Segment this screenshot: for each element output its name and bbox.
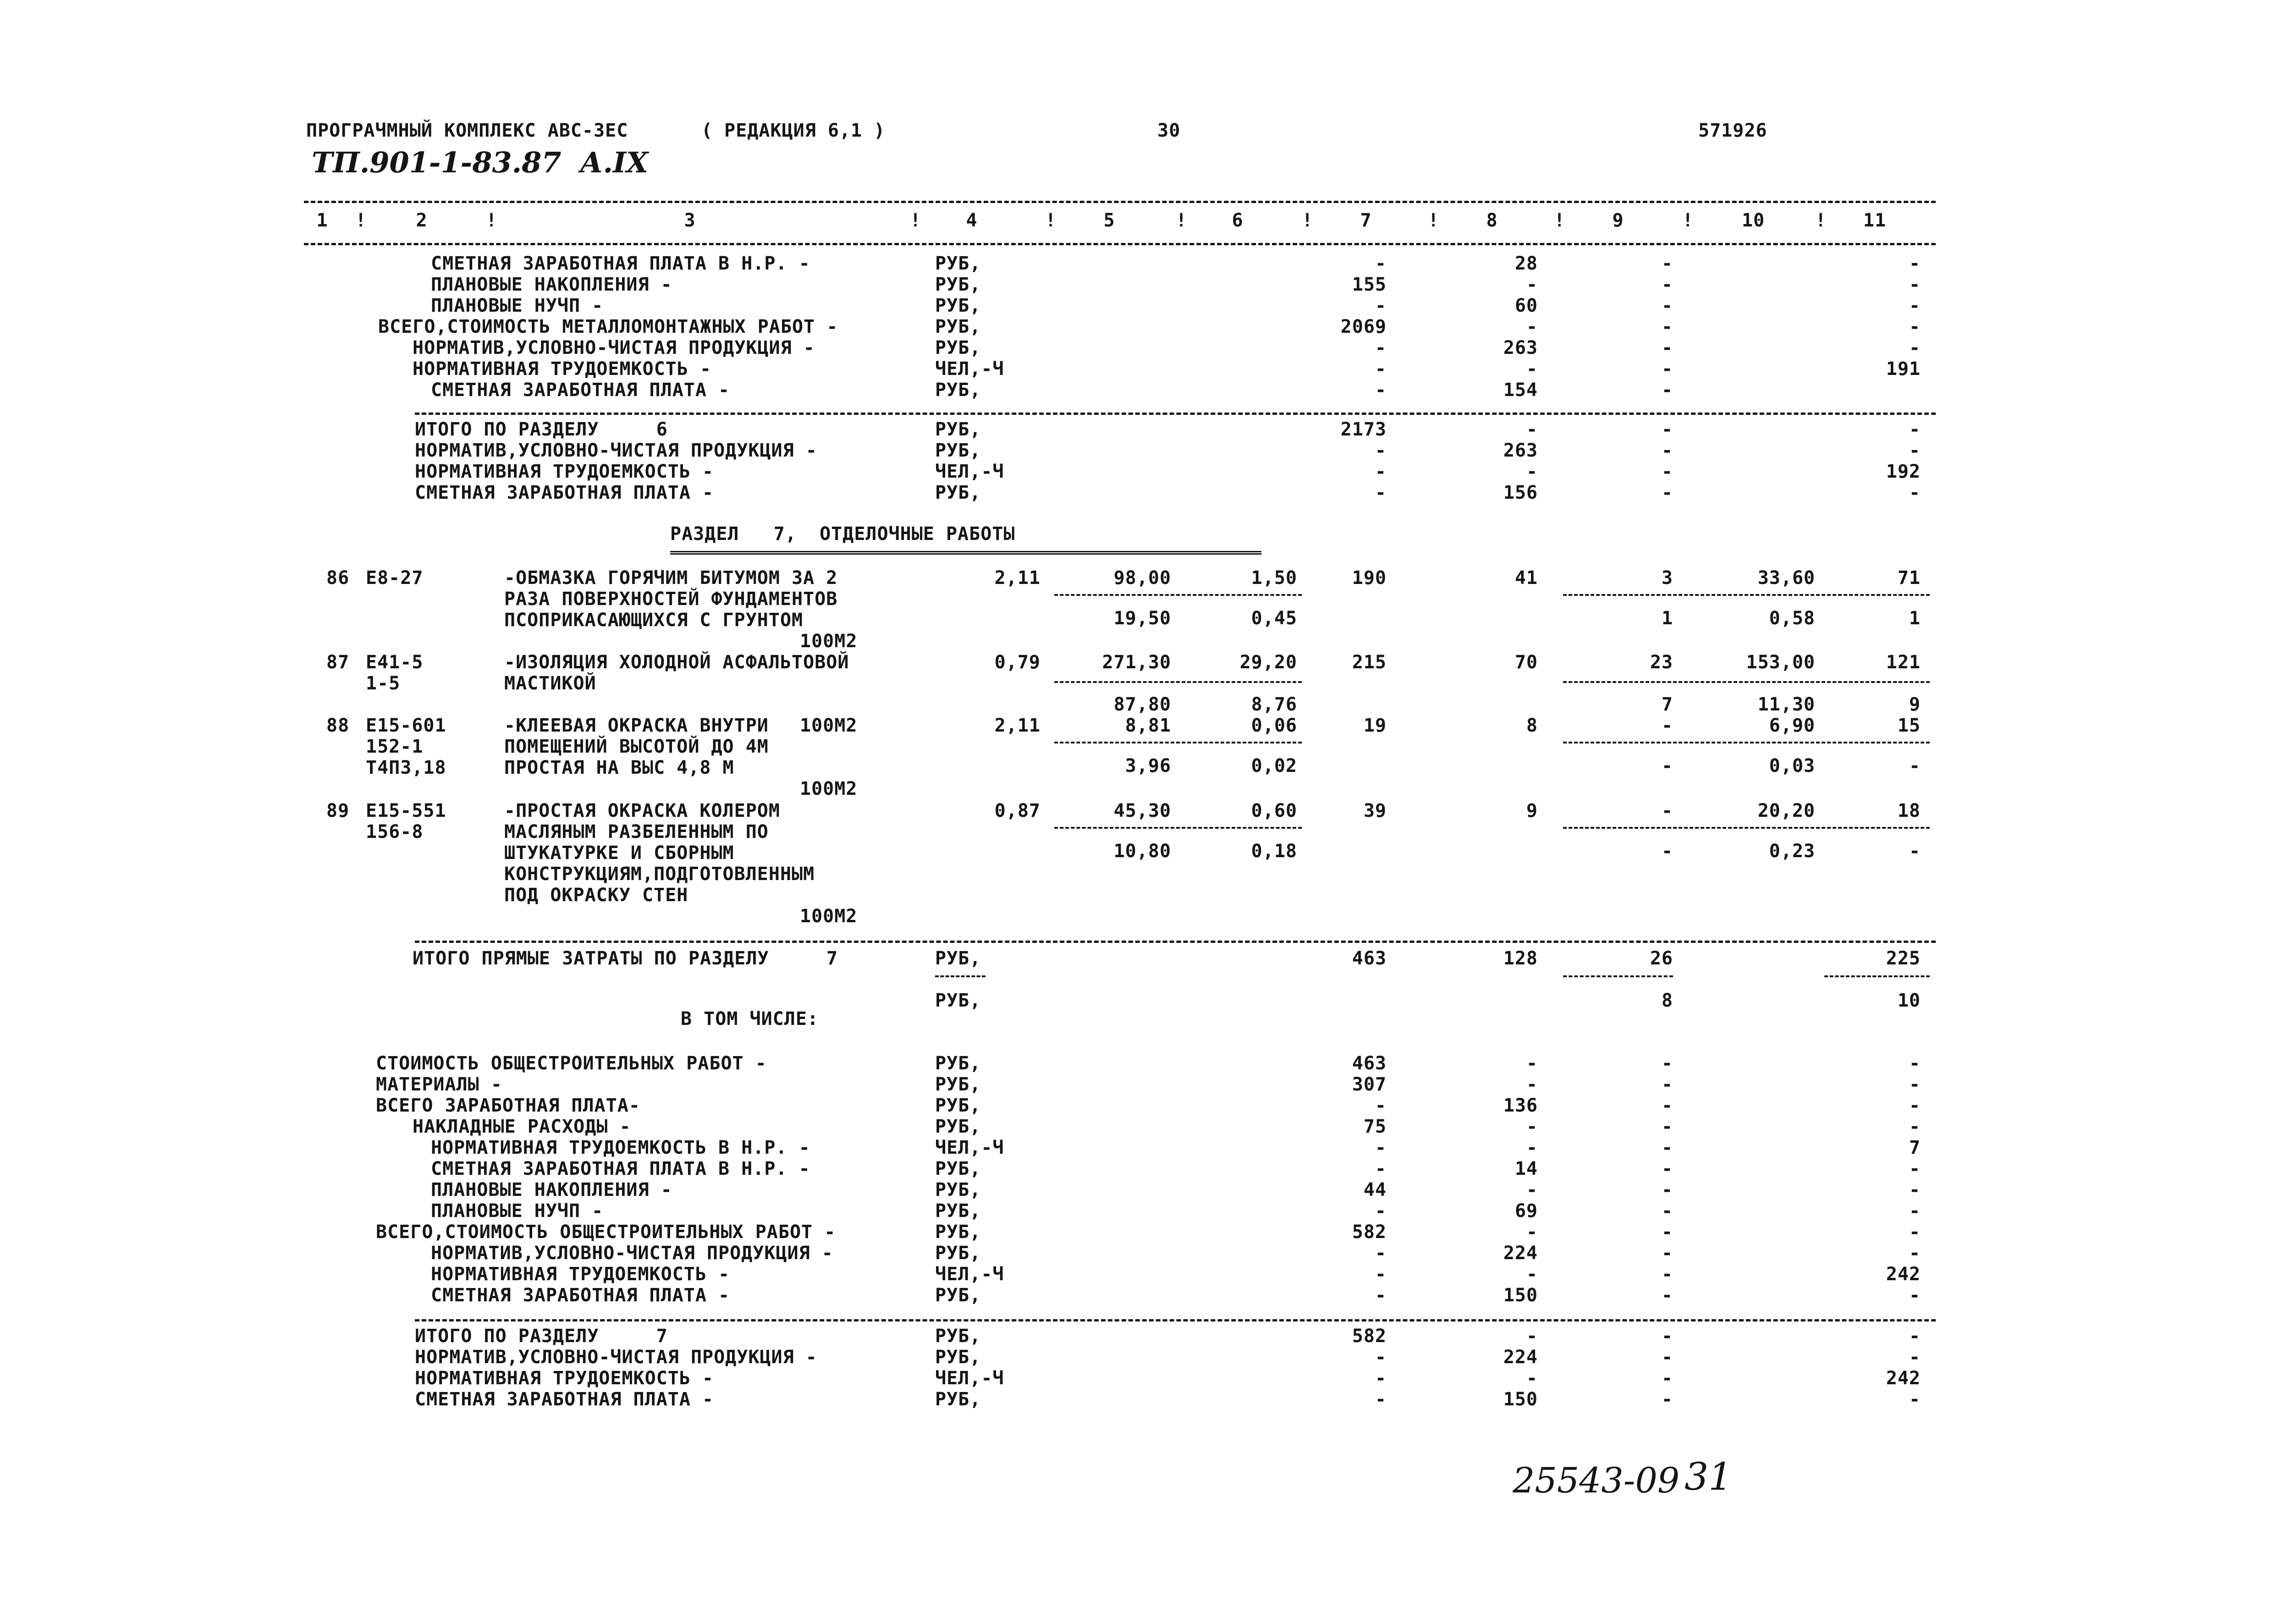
column-header-9: 9 <box>1612 210 1624 231</box>
summary-col8: - <box>1526 1074 1538 1095</box>
summary-col9: - <box>1661 1158 1673 1179</box>
item-col7: 19 <box>1363 715 1387 736</box>
summary-label: ПЛАНОВЫЕ НУЧП - <box>431 1200 604 1222</box>
summary-col11: - <box>1909 1200 1921 1222</box>
summary-col7: - <box>1375 337 1387 358</box>
direct-costs-col7: 463 <box>1352 948 1387 969</box>
summary-col8: 150 <box>1503 1285 1538 1306</box>
summary-col11: - <box>1909 316 1921 337</box>
item-code: Е41-5 <box>366 652 424 673</box>
summary-col8: - <box>1526 316 1538 337</box>
item-col11-total: 18 <box>1897 800 1921 821</box>
summary-unit: РУБ, <box>935 482 981 503</box>
project-number: ТП.901-1-83.87 <box>312 146 562 179</box>
summary-label: ВСЕГО,СТОИМОСТЬ МЕТАЛЛОМОНТАЖНЫХ РАБОТ - <box>378 316 838 337</box>
summary-unit: РУБ, <box>935 1347 981 1368</box>
summary-unit: ЧЕЛ,-Ч <box>935 1137 1004 1158</box>
summary-col7: - <box>1375 1347 1387 1368</box>
column-separator: ! <box>1302 210 1314 231</box>
summary-col8: 263 <box>1503 337 1538 358</box>
summary-unit: РУБ, <box>935 1116 981 1137</box>
item-col10-total: 153,00 <box>1746 652 1815 673</box>
summary-col8: - <box>1526 1116 1538 1137</box>
summary-label: ВСЕГО,СТОИМОСТЬ ОБЩЕСТРОИТЕЛЬНЫХ РАБОТ - <box>376 1222 836 1243</box>
summary-col9: - <box>1661 1137 1673 1158</box>
summary-label: ПЛАНОВЫЕ НАКОПЛЕНИЯ - <box>431 1179 672 1200</box>
summary-col11: - <box>1909 1179 1921 1200</box>
summary-col11: 242 <box>1886 1264 1921 1285</box>
item-code: Е8-27 <box>366 567 424 589</box>
item-col5-wages: 10,80 <box>1113 841 1171 862</box>
summary-unit: ЧЕЛ,-Ч <box>935 358 1004 380</box>
summary-col9: - <box>1661 1179 1673 1200</box>
summary-col7: - <box>1375 253 1387 274</box>
summary-unit: РУБ, <box>935 1243 981 1264</box>
summary-label: ПЛАНОВЫЕ НАКОПЛЕНИЯ - <box>431 274 672 295</box>
summary-col11: - <box>1909 419 1921 440</box>
item-col7: 190 <box>1352 567 1387 589</box>
summary-label: СМЕТНАЯ ЗАРАБОТНАЯ ПЛАТА В Н.Р. - <box>431 1158 810 1179</box>
item-subtotal-rule <box>1054 827 1302 829</box>
item-col5-total: 271,30 <box>1102 652 1171 673</box>
summary-col9: - <box>1661 380 1673 401</box>
item-number: 88 <box>326 715 350 736</box>
item-col5-total: 98,00 <box>1113 567 1171 589</box>
summary-label: ВСЕГО ЗАРАБОТНАЯ ПЛАТА- <box>376 1095 640 1116</box>
summary-unit: РУБ, <box>935 1200 981 1222</box>
item-description: -ИЗОЛЯЦИЯ ХОЛОДНОЙ АСФАЛЬТОВОЙ <box>504 652 849 673</box>
column-header-8: 8 <box>1486 210 1498 231</box>
item-col8: 8 <box>1526 715 1538 736</box>
summary-col7: 75 <box>1363 1116 1387 1137</box>
summary-col9: - <box>1661 482 1673 503</box>
item-description: МАСЛЯНЫМ РАЗБЕЛЕННЫМ ПО <box>504 821 769 842</box>
summary-col8: - <box>1526 1264 1538 1285</box>
summary-col9: - <box>1661 1264 1673 1285</box>
summary-col7: 307 <box>1352 1074 1387 1095</box>
summary-label: НОРМАТИВ,УСЛОВНО-ЧИСТАЯ ПРОДУКЦИЯ - <box>413 337 815 358</box>
edition-label: ( РЕДАКЦИЯ 6,1 ) <box>701 120 886 141</box>
summary-unit: РУБ, <box>935 1326 981 1347</box>
summary-col11: - <box>1909 295 1921 316</box>
item-description: ПОМЕЩЕНИЙ ВЫСОТОЙ ДО 4М <box>504 736 769 757</box>
item-col6-total: 0,60 <box>1251 800 1297 821</box>
summary-label: ИТОГО ПО РАЗДЕЛУ 6 <box>415 419 668 440</box>
item-code: Е15-551 <box>366 800 446 821</box>
item-col9-total: 3 <box>1661 567 1673 589</box>
direct-costs-rule <box>415 941 1936 943</box>
summary-col11: - <box>1909 440 1921 461</box>
summary-unit: РУБ, <box>935 1158 981 1179</box>
item-col9-total: - <box>1661 800 1673 821</box>
album-number: А.IX <box>580 146 649 179</box>
summary-col11: 7 <box>1909 1137 1921 1158</box>
direct-costs-subrule <box>1563 975 1673 977</box>
direct-costs-subrule <box>1824 975 1930 977</box>
summary-label: НОРМАТИВНАЯ ТРУДОЕМКОСТЬ - <box>413 358 712 380</box>
summary-col11: - <box>1909 1347 1921 1368</box>
summary-col9: - <box>1661 358 1673 380</box>
item-code: 1-5 <box>366 673 401 694</box>
column-header-1: 1 <box>316 210 328 231</box>
item-description: -ОБМАЗКА ГОРЯЧИМ БИТУМОМ ЗА 2 <box>504 567 838 589</box>
item-description: РАЗА ПОВЕРХНОСТЕЙ ФУНДАМЕНТОВ <box>504 589 838 610</box>
summary-unit: РУБ, <box>935 440 981 461</box>
item-number: 89 <box>326 800 350 821</box>
summary-col8: - <box>1526 1053 1538 1074</box>
direct-costs-col11-wages: 10 <box>1897 990 1921 1011</box>
item-col8: 70 <box>1514 652 1538 673</box>
item-col7: 39 <box>1363 800 1387 821</box>
item-subtotal-rule <box>1054 742 1302 743</box>
section6-rule <box>415 413 1936 415</box>
direct-costs-col11: 225 <box>1886 948 1921 969</box>
summary-col7: - <box>1375 380 1387 401</box>
summary-col9: - <box>1661 337 1673 358</box>
summary-unit: РУБ, <box>935 1095 981 1116</box>
header-rule-bottom <box>304 243 1936 245</box>
summary-col8: - <box>1526 1222 1538 1243</box>
item-description: -КЛЕЕВАЯ ОКРАСКА ВНУТРИ <box>504 715 769 736</box>
summary-unit: РУБ, <box>935 380 981 401</box>
item-col10-wages: 11,30 <box>1757 694 1815 715</box>
item-code: 156-8 <box>366 821 424 842</box>
item-col8: 9 <box>1526 800 1538 821</box>
summary-label: ПЛАНОВЫЕ НУЧП - <box>431 295 604 316</box>
item-unit: 100М2 <box>800 631 858 652</box>
summary-unit: РУБ, <box>935 1179 981 1200</box>
column-header-7: 7 <box>1360 210 1372 231</box>
summary-col8: - <box>1526 358 1538 380</box>
item-description: ПСОПРИКАСАЮЩИХСЯ С ГРУНТОМ <box>504 610 804 631</box>
item-col11-total: 15 <box>1897 715 1921 736</box>
summary-unit: ЧЕЛ,-Ч <box>935 461 1004 482</box>
summary-col11: - <box>1909 1074 1921 1095</box>
summary-col9: - <box>1661 1116 1673 1137</box>
item-col10-wages: 0,58 <box>1769 608 1815 629</box>
summary-col9: - <box>1661 295 1673 316</box>
summary-col9: - <box>1661 253 1673 274</box>
item-col6-wages: 0,45 <box>1251 608 1297 629</box>
item-quantity: 2,11 <box>994 715 1041 736</box>
item-col11-wages: - <box>1909 841 1921 862</box>
summary-col11: - <box>1909 253 1921 274</box>
summary-unit: РУБ, <box>935 1222 981 1243</box>
summary-label: СМЕТНАЯ ЗАРАБОТНАЯ ПЛАТА - <box>415 482 714 503</box>
summary-col8: 69 <box>1514 1200 1538 1222</box>
summary-col11: 192 <box>1886 461 1921 482</box>
summary-col11: - <box>1909 1158 1921 1179</box>
item-code: 152-1 <box>366 736 424 757</box>
item-col5-wages: 3,96 <box>1125 755 1171 776</box>
item-col5-wages: 19,50 <box>1113 608 1171 629</box>
summary-col8: 224 <box>1503 1347 1538 1368</box>
item-col6-wages: 0,02 <box>1251 755 1297 776</box>
item-col6-wages: 8,76 <box>1251 694 1297 715</box>
summary-col7: - <box>1375 1158 1387 1179</box>
summary-col11: - <box>1909 337 1921 358</box>
summary-col8: 224 <box>1503 1243 1538 1264</box>
summary-col8: - <box>1526 461 1538 482</box>
item-subtotal-rule <box>1563 681 1930 683</box>
summary-col9: - <box>1661 1053 1673 1074</box>
summary-col11: 191 <box>1886 358 1921 380</box>
summary-col8: 154 <box>1503 380 1538 401</box>
item-col9-wages: - <box>1661 755 1673 776</box>
item-number: 86 <box>326 567 350 589</box>
summary-label: СМЕТНАЯ ЗАРАБОТНАЯ ПЛАТА - <box>431 380 730 401</box>
column-separator: ! <box>1045 210 1057 231</box>
item-col9-wages: 7 <box>1661 694 1673 715</box>
summary-unit: РУБ, <box>935 1074 981 1095</box>
item-code: Т4П3,18 <box>366 757 446 778</box>
section7-title: РАЗДЕЛ 7, ОТДЕЛОЧНЫЕ РАБОТЫ <box>670 523 1015 545</box>
item-col5-wages: 87,80 <box>1113 694 1171 715</box>
summary-col9: - <box>1661 1347 1673 1368</box>
summary-col7: - <box>1375 295 1387 316</box>
item-col8: 41 <box>1514 567 1538 589</box>
summary-label: СМЕТНАЯ ЗАРАБОТНАЯ ПЛАТА - <box>431 1285 730 1306</box>
column-header-4: 4 <box>966 210 978 231</box>
summary-label: НАКЛАДНЫЕ РАСХОДЫ - <box>413 1116 631 1137</box>
column-separator: ! <box>1428 210 1440 231</box>
item-col5-total: 45,30 <box>1113 800 1171 821</box>
summary-col11: - <box>1909 1095 1921 1116</box>
direct-costs-col8: 128 <box>1503 948 1538 969</box>
summary-col9: - <box>1661 1389 1673 1410</box>
summary-col7: 582 <box>1352 1326 1387 1347</box>
item-col6-total: 0,06 <box>1251 715 1297 736</box>
column-separator: ! <box>1176 210 1188 231</box>
summary-col8: 60 <box>1514 295 1538 316</box>
item-subtotal-rule <box>1563 827 1930 829</box>
item-col10-total: 33,60 <box>1757 567 1815 589</box>
summary-col7: 2069 <box>1340 316 1387 337</box>
section7-title-underline <box>670 551 1261 555</box>
column-separator: ! <box>1554 210 1566 231</box>
summary-col9: - <box>1661 1200 1673 1222</box>
item-number: 87 <box>326 652 350 673</box>
summary-col7: - <box>1375 1264 1387 1285</box>
item-col10-wages: 0,23 <box>1769 841 1815 862</box>
summary-label: СМЕТНАЯ ЗАРАБОТНАЯ ПЛАТА В Н.Р. - <box>431 253 810 274</box>
summary-col9: - <box>1661 1326 1673 1347</box>
column-header-2: 2 <box>416 210 428 231</box>
item-subtotal-rule <box>1054 594 1302 596</box>
summary-col7: - <box>1375 1200 1387 1222</box>
direct-costs-unit2: РУБ, <box>935 990 981 1011</box>
item-col11-total: 121 <box>1886 652 1921 673</box>
summary-col8: - <box>1526 1137 1538 1158</box>
summary-label: СТОИМОСТЬ ОБЩЕСТРОИТЕЛЬНЫХ РАБОТ - <box>376 1053 767 1074</box>
item-subtotal-rule <box>1054 681 1302 683</box>
summary-unit: РУБ, <box>935 253 981 274</box>
summary-col8: - <box>1526 274 1538 295</box>
summary-col11: - <box>1909 1243 1921 1264</box>
program-name: ПРОГРАЧМНЫЙ КОМПЛЕКС АВС-ЗЕС <box>306 120 628 141</box>
summary-col7: 463 <box>1352 1053 1387 1074</box>
item-col9-wages: - <box>1661 841 1673 862</box>
summary-label: ИТОГО ПО РАЗДЕЛУ 7 <box>415 1326 668 1347</box>
summary-col8: - <box>1526 419 1538 440</box>
summary-label: НОРМАТИВНАЯ ТРУДОЕМКОСТЬ - <box>431 1264 730 1285</box>
summary-col8: 136 <box>1503 1095 1538 1116</box>
summary-col11: - <box>1909 1222 1921 1243</box>
document-code: 571926 <box>1698 120 1767 141</box>
item-col10-total: 6,90 <box>1769 715 1815 736</box>
summary-col11: - <box>1909 1053 1921 1074</box>
summary-col8: - <box>1526 1326 1538 1347</box>
summary-col9: - <box>1661 461 1673 482</box>
column-header-3: 3 <box>684 210 696 231</box>
column-header-6: 6 <box>1232 210 1244 231</box>
item-code: Е15-601 <box>366 715 446 736</box>
summary-col11: - <box>1909 1389 1921 1410</box>
column-separator: ! <box>1682 210 1694 231</box>
item-col9-total: 23 <box>1650 652 1673 673</box>
item-quantity: 0,79 <box>994 652 1041 673</box>
item-col11-wages: 1 <box>1909 608 1921 629</box>
direct-costs-col9: 26 <box>1650 948 1673 969</box>
item-subtotal-rule <box>1563 742 1930 743</box>
summary-label: СМЕТНАЯ ЗАРАБОТНАЯ ПЛАТА - <box>415 1389 714 1410</box>
summary-col11: - <box>1909 1285 1921 1306</box>
item-description: -ПРОСТАЯ ОКРАСКА КОЛЕРОМ <box>504 800 780 821</box>
summary-col11: - <box>1909 1326 1921 1347</box>
column-separator: ! <box>910 210 922 231</box>
section7-rule <box>415 1319 1936 1321</box>
summary-col7: - <box>1375 358 1387 380</box>
summary-col9: - <box>1661 1368 1673 1389</box>
summary-unit: РУБ, <box>935 1053 981 1074</box>
summary-unit: ЧЕЛ,-Ч <box>935 1368 1004 1389</box>
summary-unit: РУБ, <box>935 1389 981 1410</box>
page-number: 30 <box>1157 120 1181 141</box>
summary-col7: - <box>1375 1095 1387 1116</box>
summary-col8: - <box>1526 1368 1538 1389</box>
in-that-number-label: В ТОМ ЧИСЛЕ: <box>681 1008 819 1029</box>
direct-costs-label: ИТОГО ПРЯМЫЕ ЗАТРАТЫ ПО РАЗДЕЛУ 7 <box>413 948 838 969</box>
item-col11-total: 71 <box>1897 567 1921 589</box>
summary-col11: 242 <box>1886 1368 1921 1389</box>
summary-label: МАТЕРИАЛЫ - <box>376 1074 502 1095</box>
summary-col9: - <box>1661 1222 1673 1243</box>
summary-col7: - <box>1375 461 1387 482</box>
item-quantity: 0,87 <box>994 800 1041 821</box>
item-col6-wages: 0,18 <box>1251 841 1297 862</box>
handwritten-note: 25543-09 <box>1513 1460 1680 1501</box>
header-rule-top <box>304 201 1936 203</box>
direct-costs-subrule <box>935 975 986 977</box>
direct-costs-unit: РУБ, <box>935 948 981 969</box>
summary-label: НОРМАТИВНАЯ ТРУДОЕМКОСТЬ - <box>415 1368 714 1389</box>
summary-col11: - <box>1909 274 1921 295</box>
summary-unit: РУБ, <box>935 295 981 316</box>
item-quantity: 2,11 <box>994 567 1041 589</box>
summary-label: НОРМАТИВНАЯ ТРУДОЕМКОСТЬ В Н.Р. - <box>431 1137 810 1158</box>
summary-col9: - <box>1661 316 1673 337</box>
item-col9-total: - <box>1661 715 1673 736</box>
summary-col8: 28 <box>1514 253 1538 274</box>
column-separator: ! <box>486 210 498 231</box>
summary-unit: ЧЕЛ,-Ч <box>935 1264 1004 1285</box>
summary-unit: РУБ, <box>935 316 981 337</box>
item-col7: 215 <box>1352 652 1387 673</box>
summary-col11: - <box>1909 1116 1921 1137</box>
item-description: ПРОСТАЯ НА ВЫС 4,8 М <box>504 757 734 778</box>
item-col9-wages: 1 <box>1661 608 1673 629</box>
item-col11-wages: - <box>1909 755 1921 776</box>
summary-col9: - <box>1661 274 1673 295</box>
summary-col9: - <box>1661 1095 1673 1116</box>
summary-col7: - <box>1375 1389 1387 1410</box>
item-description: КОНСТРУКЦИЯМ,ПОДГОТОВЛЕННЫМ <box>504 864 815 885</box>
summary-unit: РУБ, <box>935 419 981 440</box>
item-description: ПОД ОКРАСКУ СТЕН <box>504 885 688 906</box>
handwritten-sheet-number: 31 <box>1685 1455 1733 1499</box>
summary-col9: - <box>1661 1285 1673 1306</box>
column-separator: ! <box>355 210 367 231</box>
item-col5-total: 8,81 <box>1125 715 1171 736</box>
item-col10-wages: 0,03 <box>1769 755 1815 776</box>
item-unit: 100М2 <box>800 778 858 799</box>
item-col10-total: 20,20 <box>1757 800 1815 821</box>
summary-col7: - <box>1375 1285 1387 1306</box>
summary-col7: 44 <box>1363 1179 1387 1200</box>
summary-col7: - <box>1375 440 1387 461</box>
summary-col8: 150 <box>1503 1389 1538 1410</box>
column-header-11: 11 <box>1863 210 1887 231</box>
summary-col9: - <box>1661 440 1673 461</box>
summary-unit: РУБ, <box>935 274 981 295</box>
item-unit: 100М2 <box>800 715 858 736</box>
summary-col8: - <box>1526 1179 1538 1200</box>
summary-label: НОРМАТИВНАЯ ТРУДОЕМКОСТЬ - <box>415 461 714 482</box>
item-col6-total: 1,50 <box>1251 567 1297 589</box>
summary-unit: РУБ, <box>935 337 981 358</box>
summary-col8: 263 <box>1503 440 1538 461</box>
summary-col11: - <box>1909 482 1921 503</box>
direct-costs-col9-wages: 8 <box>1661 990 1673 1011</box>
summary-col7: 582 <box>1352 1222 1387 1243</box>
item-description: ШТУКАТУРКЕ И СБОРНЫМ <box>504 842 734 864</box>
item-subtotal-rule <box>1563 594 1930 596</box>
summary-col7: 155 <box>1352 274 1387 295</box>
summary-col7: 2173 <box>1340 419 1387 440</box>
item-unit: 100М2 <box>800 906 858 927</box>
summary-col9: - <box>1661 1243 1673 1264</box>
column-separator: ! <box>1815 210 1827 231</box>
summary-col9: - <box>1661 1074 1673 1095</box>
summary-col8: 14 <box>1514 1158 1538 1179</box>
summary-unit: РУБ, <box>935 1285 981 1306</box>
column-header-10: 10 <box>1741 210 1765 231</box>
summary-label: НОРМАТИВ,УСЛОВНО-ЧИСТАЯ ПРОДУКЦИЯ - <box>431 1243 833 1264</box>
column-header-5: 5 <box>1103 210 1115 231</box>
summary-col7: - <box>1375 1368 1387 1389</box>
item-description: МАСТИКОЙ <box>504 673 596 694</box>
summary-col7: - <box>1375 482 1387 503</box>
summary-label: НОРМАТИВ,УСЛОВНО-ЧИСТАЯ ПРОДУКЦИЯ - <box>415 1347 817 1368</box>
item-col11-wages: 9 <box>1909 694 1921 715</box>
summary-col7: - <box>1375 1243 1387 1264</box>
item-col6-total: 29,20 <box>1239 652 1297 673</box>
summary-col7: - <box>1375 1137 1387 1158</box>
summary-label: НОРМАТИВ,УСЛОВНО-ЧИСТАЯ ПРОДУКЦИЯ - <box>415 440 817 461</box>
summary-col8: 156 <box>1503 482 1538 503</box>
summary-col9: - <box>1661 419 1673 440</box>
